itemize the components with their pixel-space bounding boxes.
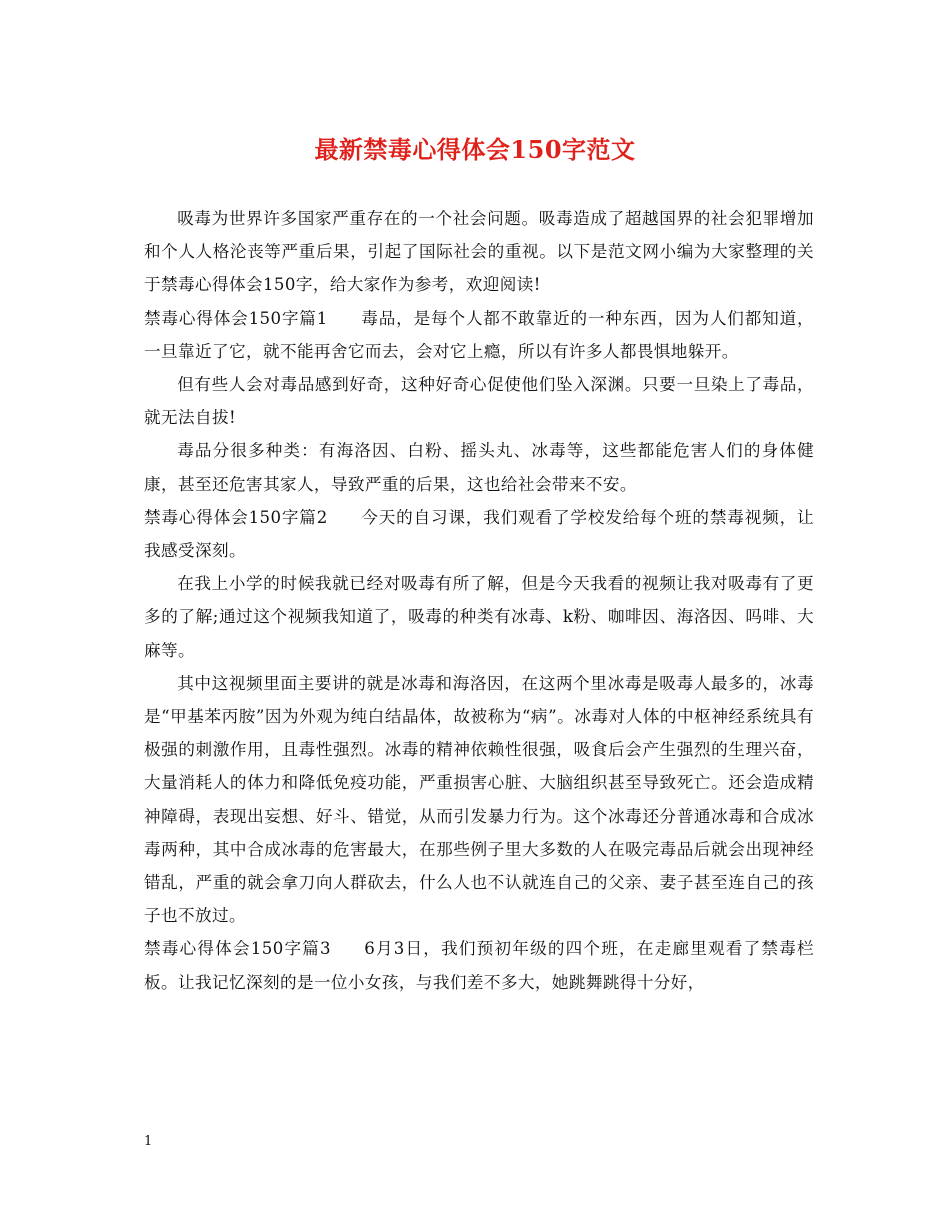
page-number: 1: [144, 1134, 153, 1149]
section-3-lead: [144, 932, 814, 998]
intro-paragraph: 吸毒为世界许多国家严重存在的一个社会问题。吸毒造成了超越国界的社会犯罪增加和个人人格沦丧等严重后果，引起了国际社会的重视。以下是范文网小编为大家整理的关于禁毒心得体会150字，给大家作为参考，欢迎阅读!: [144, 209, 814, 295]
section-1-paragraph: 但有些人会对毒品感到好奇，这种好奇心促使他们坠入深渊。只要一旦染上了毒品，就无法自拔!: [144, 375, 814, 428]
section-1-lead: [144, 302, 814, 368]
section-2-paragraph: 在我上小学的时候我就已经对吸毒有所了解，但是今天我看的视频让我对吸毒有了更多的了解;通过这个视频我知道了，吸毒的种类有冰毒、k粉、咖啡因、海洛因、吗啡、大麻等。: [144, 574, 814, 660]
section-1-heading: 禁毒心得体会150字篇1: [144, 308, 328, 328]
section-2-lead-text: 今天的自习课，我们观看了学校发给每个班的禁毒视频，让我感受深刻。: [144, 507, 814, 561]
section-3-heading: 禁毒心得体会150字篇3: [144, 939, 331, 959]
section-3-lead-text: 6月3日，我们预初年级的四个班，在走廊里观看了禁毒栏板。让我记忆深刻的是一位小女孩，与我们差不多大，她跳舞跳得十分好，: [144, 939, 814, 992]
document-title: 最新禁毒心得体会150字范文: [314, 135, 636, 164]
section-2-paragraph: 其中这视频里面主要讲的就是冰毒和海洛因，在这两个里冰毒是吸毒人最多的，冰毒是“甲基苯丙胺”因为外观为纯白结晶体，故被称为“病”。冰毒对人体的中枢神经系统具有极强的刺激作用，且毒性强烈。冰毒的精神依赖性很强，吸食后会产生强烈的生理兴奋，大量消耗人的体力和降低免疫功能，严重损害心脏、大脑组织甚至导致死亡。还会造成精神障碍，表现出妄想、好斗、错觉，从而引发暴力行为。这个冰毒还分普通冰毒和合成冰毒两种，其中合成冰毒的危害最大，在那些例子里大多数的人在吸完毒品后就会出现神经错乱，严重的就会拿刀向人群砍去，什么人也不认就连自己的父亲、妻子甚至连自己的孩子也不放过。: [144, 673, 814, 926]
section-2-heading: 禁毒心得体会150字篇2: [144, 507, 328, 527]
section-2-lead: [144, 501, 814, 567]
section-1-paragraph: 毒品分很多种类：有海洛因、白粉、摇头丸、冰毒等，这些都能危害人们的身体健康，甚至还危害其家人，导致严重的后果，这也给社会带来不安。: [144, 441, 814, 494]
section-1-lead-text: 毒品，是每个人都不敢靠近的一种东西，因为人们都知道，一旦靠近了它，就不能再舍它而去，会对它上瘾，所以有许多人都畏惧地躲开。: [144, 308, 814, 361]
document-body: [144, 202, 814, 999]
